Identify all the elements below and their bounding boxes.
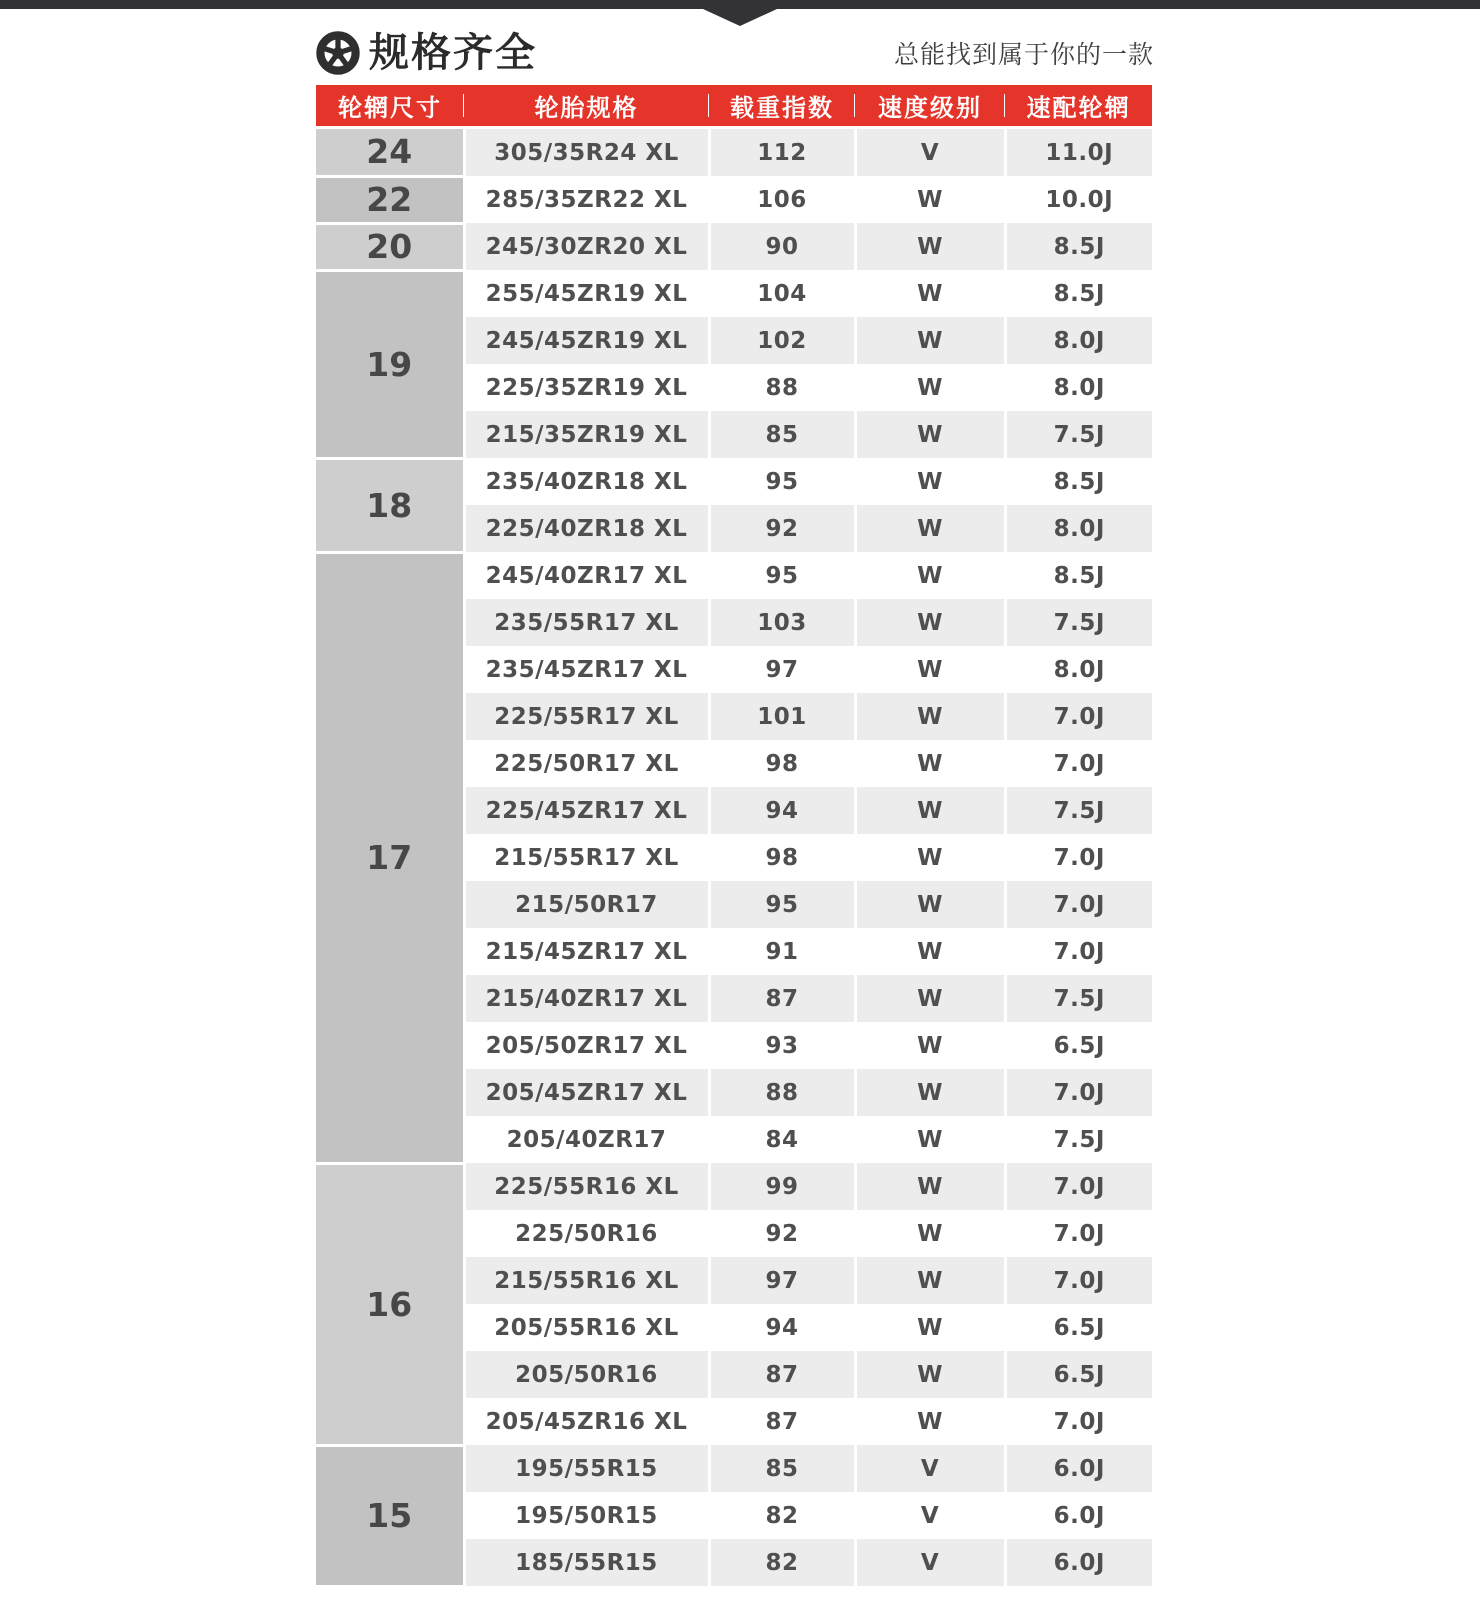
table-row: [316, 270, 1152, 317]
rim-width-cell: 8.5J: [1005, 270, 1152, 317]
rim-width-cell: 6.5J: [1005, 1304, 1152, 1351]
rim-width-cell: 7.0J: [1005, 881, 1152, 928]
rim-width-cell: 8.5J: [1005, 458, 1152, 505]
tire-spec-cell: 305/35R24 XL: [464, 128, 709, 177]
load-index-cell: 95: [709, 552, 855, 599]
load-index-cell: 112: [709, 128, 855, 177]
rim-width-cell: 8.0J: [1005, 317, 1152, 364]
rim-width-cell: 7.0J: [1005, 1163, 1152, 1210]
tire-spec-cell: 235/45ZR17 XL: [464, 646, 709, 693]
load-index-cell: 98: [709, 740, 855, 787]
speed-rating-cell: W: [855, 270, 1005, 317]
load-index-cell: 85: [709, 411, 855, 458]
speed-rating-cell: W: [855, 1163, 1005, 1210]
spec-table: [316, 85, 1152, 1588]
tire-spec-cell: 235/55R17 XL: [464, 599, 709, 646]
tire-spec-cell: 215/50R17: [464, 881, 709, 928]
tire-spec-cell: 245/40ZR17 XL: [464, 552, 709, 599]
tire-spec-cell: 205/45ZR16 XL: [464, 1398, 709, 1445]
tire-spec-cell: 225/55R17 XL: [464, 693, 709, 740]
speed-rating-cell: V: [855, 1445, 1005, 1492]
rim-width-cell: 6.0J: [1005, 1445, 1152, 1492]
tire-spec-cell: 245/45ZR19 XL: [464, 317, 709, 364]
tire-spec-cell: 225/50R16: [464, 1210, 709, 1257]
load-index-cell: 90: [709, 223, 855, 270]
rim-width-cell: 7.0J: [1005, 928, 1152, 975]
speed-rating-cell: W: [855, 176, 1005, 223]
speed-rating-cell: W: [855, 317, 1005, 364]
tire-spec-cell: 195/55R15: [464, 1445, 709, 1492]
tire-spec-cell: 185/55R15: [464, 1539, 709, 1586]
rim-width-cell: 7.0J: [1005, 1398, 1152, 1445]
load-index-cell: 82: [709, 1539, 855, 1586]
speed-rating-cell: W: [855, 1398, 1005, 1445]
speed-rating-cell: W: [855, 646, 1005, 693]
speed-rating-cell: W: [855, 928, 1005, 975]
table-row: [316, 176, 1152, 223]
tire-spec-cell: 285/35ZR22 XL: [464, 176, 709, 223]
spec-table-body: [316, 128, 1152, 1587]
rim-width-cell: 11.0J: [1005, 128, 1152, 177]
tire-spec-cell: 205/50ZR17 XL: [464, 1022, 709, 1069]
col-header-matching-rim: 速配轮辋: [1005, 85, 1152, 128]
rim-size-cell: 16: [316, 1163, 464, 1445]
rim-width-cell: 7.5J: [1005, 1116, 1152, 1163]
table-row: [316, 458, 1152, 505]
load-index-cell: 104: [709, 270, 855, 317]
load-index-cell: 95: [709, 881, 855, 928]
tire-spec-cell: 225/55R16 XL: [464, 1163, 709, 1210]
tire-spec-cell: 215/55R17 XL: [464, 834, 709, 881]
rim-size-cell: 17: [316, 552, 464, 1163]
tire-spec-cell: 225/35ZR19 XL: [464, 364, 709, 411]
speed-rating-cell: W: [855, 552, 1005, 599]
table-row: [316, 552, 1152, 599]
rim-width-cell: 6.5J: [1005, 1351, 1152, 1398]
tire-spec-cell: 215/40ZR17 XL: [464, 975, 709, 1022]
speed-rating-cell: W: [855, 834, 1005, 881]
wheel-icon: [316, 31, 360, 75]
load-index-cell: 102: [709, 317, 855, 364]
load-index-cell: 93: [709, 1022, 855, 1069]
load-index-cell: 94: [709, 787, 855, 834]
rim-size-cell: 20: [316, 223, 464, 270]
rim-width-cell: 7.0J: [1005, 1069, 1152, 1116]
speed-rating-cell: W: [855, 1116, 1005, 1163]
col-header-speed-rating: 速度级别: [855, 85, 1005, 128]
load-index-cell: 88: [709, 1069, 855, 1116]
spec-section: [316, 30, 1154, 1588]
speed-rating-cell: V: [855, 1539, 1005, 1586]
speed-rating-cell: W: [855, 1022, 1005, 1069]
load-index-cell: 85: [709, 1445, 855, 1492]
rim-width-cell: 8.0J: [1005, 505, 1152, 552]
tire-spec-cell: 225/50R17 XL: [464, 740, 709, 787]
rim-size-cell: 15: [316, 1445, 464, 1586]
speed-rating-cell: W: [855, 1304, 1005, 1351]
speed-rating-cell: W: [855, 975, 1005, 1022]
rim-width-cell: 7.5J: [1005, 787, 1152, 834]
speed-rating-cell: W: [855, 223, 1005, 270]
load-index-cell: 87: [709, 975, 855, 1022]
speed-rating-cell: W: [855, 881, 1005, 928]
speed-rating-cell: W: [855, 599, 1005, 646]
rim-size-cell: 19: [316, 270, 464, 458]
tire-spec-cell: 195/50R15: [464, 1492, 709, 1539]
load-index-cell: 103: [709, 599, 855, 646]
section-header: [316, 30, 1154, 76]
load-index-cell: 87: [709, 1398, 855, 1445]
speed-rating-cell: W: [855, 787, 1005, 834]
table-row: [316, 1163, 1152, 1210]
tire-spec-cell: 225/45ZR17 XL: [464, 787, 709, 834]
table-row: [316, 223, 1152, 270]
speed-rating-cell: W: [855, 364, 1005, 411]
rim-width-cell: 8.0J: [1005, 646, 1152, 693]
speed-rating-cell: W: [855, 1351, 1005, 1398]
load-index-cell: 88: [709, 364, 855, 411]
load-index-cell: 98: [709, 834, 855, 881]
rim-width-cell: 8.0J: [1005, 364, 1152, 411]
tire-spec-cell: 245/30ZR20 XL: [464, 223, 709, 270]
section-title-group: [316, 30, 537, 76]
section-subtitle: 总能找到属于你的一款: [893, 40, 1154, 69]
load-index-cell: 91: [709, 928, 855, 975]
down-triangle-icon: [703, 9, 777, 26]
rim-size-cell: 24: [316, 128, 464, 177]
rim-width-cell: 7.0J: [1005, 740, 1152, 787]
speed-rating-cell: W: [855, 411, 1005, 458]
rim-width-cell: 6.0J: [1005, 1539, 1152, 1586]
load-index-cell: 97: [709, 646, 855, 693]
tire-spec-cell: 215/55R16 XL: [464, 1257, 709, 1304]
load-index-cell: 82: [709, 1492, 855, 1539]
rim-width-cell: 7.5J: [1005, 975, 1152, 1022]
tire-spec-cell: 235/40ZR18 XL: [464, 458, 709, 505]
col-header-rim-size: 轮辋尺寸: [316, 85, 464, 128]
rim-size-cell: 18: [316, 458, 464, 552]
table-row: [316, 128, 1152, 177]
speed-rating-cell: V: [855, 1492, 1005, 1539]
load-index-cell: 99: [709, 1163, 855, 1210]
speed-rating-cell: W: [855, 740, 1005, 787]
col-header-tire-spec: 轮胎规格: [464, 85, 709, 128]
speed-rating-cell: W: [855, 505, 1005, 552]
speed-rating-cell: W: [855, 1069, 1005, 1116]
rim-width-cell: 6.5J: [1005, 1022, 1152, 1069]
speed-rating-cell: W: [855, 693, 1005, 740]
rim-width-cell: 7.0J: [1005, 834, 1152, 881]
load-index-cell: 97: [709, 1257, 855, 1304]
tire-spec-cell: 205/45ZR17 XL: [464, 1069, 709, 1116]
rim-width-cell: 7.0J: [1005, 1210, 1152, 1257]
rim-width-cell: 7.0J: [1005, 1257, 1152, 1304]
rim-width-cell: 7.0J: [1005, 693, 1152, 740]
load-index-cell: 84: [709, 1116, 855, 1163]
rim-width-cell: 6.0J: [1005, 1492, 1152, 1539]
tire-spec-cell: 205/55R16 XL: [464, 1304, 709, 1351]
col-header-load-index: 载重指数: [709, 85, 855, 128]
tire-spec-cell: 215/45ZR17 XL: [464, 928, 709, 975]
load-index-cell: 101: [709, 693, 855, 740]
table-row: [316, 1445, 1152, 1492]
tire-spec-cell: 255/45ZR19 XL: [464, 270, 709, 317]
speed-rating-cell: W: [855, 1257, 1005, 1304]
tire-spec-cell: 205/50R16: [464, 1351, 709, 1398]
rim-width-cell: 7.5J: [1005, 411, 1152, 458]
load-index-cell: 92: [709, 505, 855, 552]
rim-width-cell: 8.5J: [1005, 223, 1152, 270]
load-index-cell: 87: [709, 1351, 855, 1398]
rim-width-cell: 7.5J: [1005, 599, 1152, 646]
rim-width-cell: 10.0J: [1005, 176, 1152, 223]
tire-spec-cell: 205/40ZR17: [464, 1116, 709, 1163]
table-header-row: [316, 85, 1152, 128]
speed-rating-cell: V: [855, 128, 1005, 177]
load-index-cell: 106: [709, 176, 855, 223]
load-index-cell: 95: [709, 458, 855, 505]
speed-rating-cell: W: [855, 458, 1005, 505]
tire-spec-cell: 215/35ZR19 XL: [464, 411, 709, 458]
rim-width-cell: 8.5J: [1005, 552, 1152, 599]
speed-rating-cell: W: [855, 1210, 1005, 1257]
section-title: 规格齐全: [369, 30, 537, 76]
tire-spec-cell: 225/40ZR18 XL: [464, 505, 709, 552]
rim-size-cell: 22: [316, 176, 464, 223]
load-index-cell: 94: [709, 1304, 855, 1351]
top-divider-bar: [0, 0, 1480, 9]
load-index-cell: 92: [709, 1210, 855, 1257]
